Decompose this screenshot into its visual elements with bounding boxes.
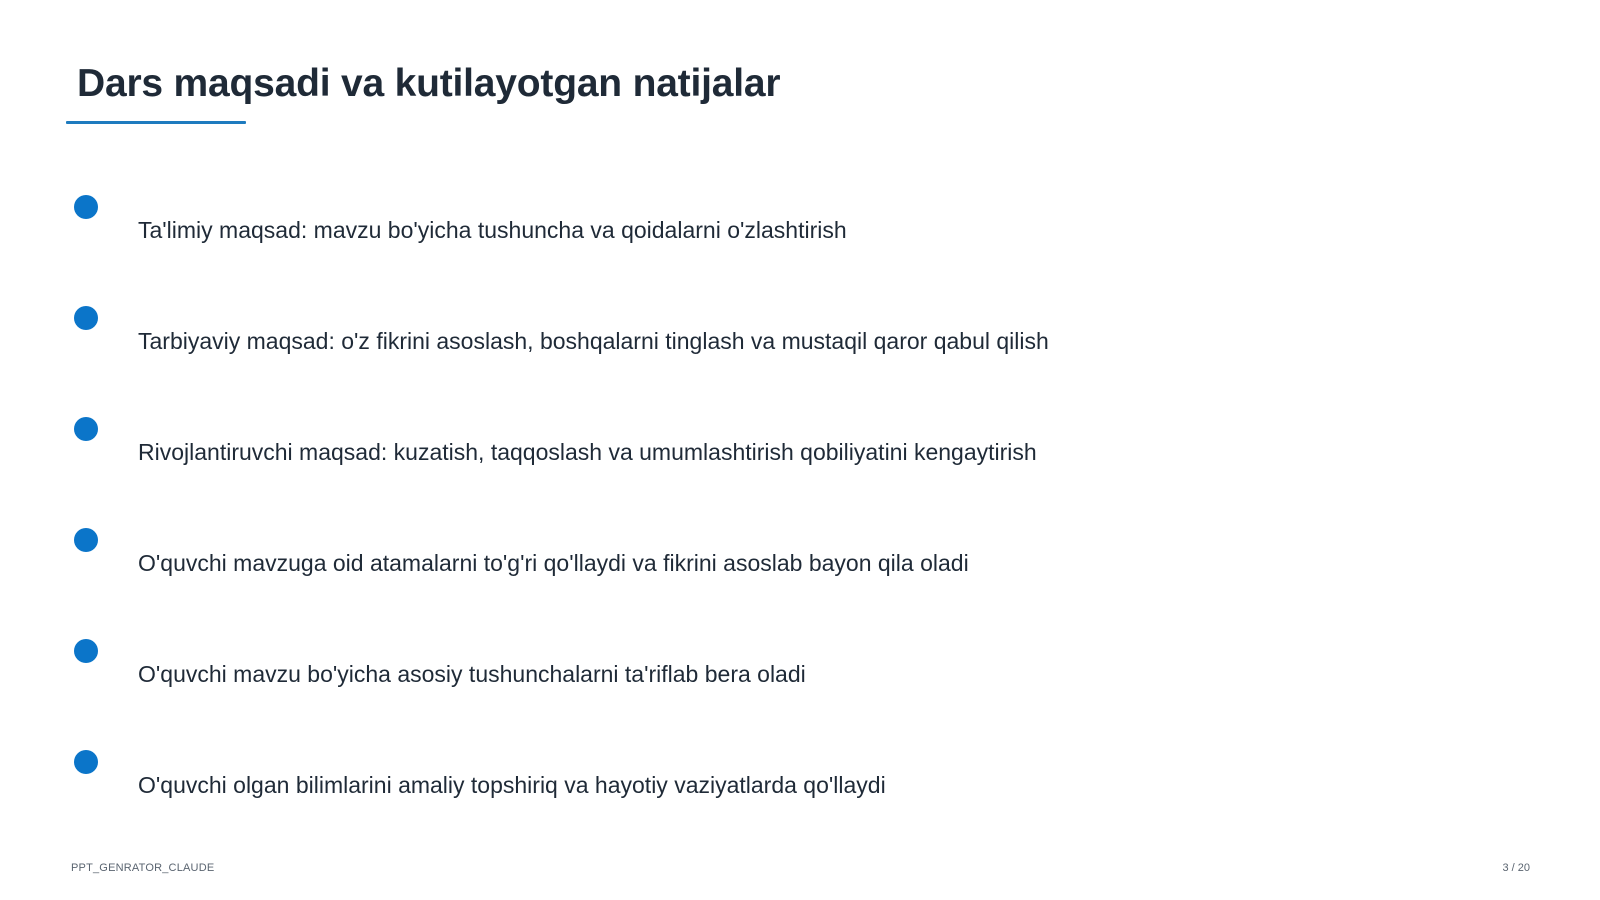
bullet-text: O'quvchi olgan bilimlarini amaliy topshiriq va hayotiy vaziyatlarda qo'llaydi	[138, 772, 886, 798]
bullet-text: Rivojlantiruvchi maqsad: kuzatish, taqqoslash va umumlashtirish qobiliyatini kengaytirish	[138, 439, 1037, 465]
footer-source: PPT_GENRATOR_CLAUDE	[71, 862, 215, 874]
bullet-dot-icon	[74, 528, 98, 552]
list-item	[0, 306, 1500, 366]
bullet-dot-icon	[74, 750, 98, 774]
title-underline	[66, 121, 246, 124]
page-number: 3 / 20	[1502, 862, 1530, 874]
bullet-dot-icon	[74, 639, 98, 663]
bullet-text: Ta'limiy maqsad: mavzu bo'yicha tushuncha va qoidalarni o'zlashtirish	[138, 217, 847, 243]
list-item	[0, 528, 1500, 588]
list-item	[0, 750, 1500, 810]
bullet-dot-icon	[74, 417, 98, 441]
bullet-text: O'quvchi mavzu bo'yicha asosiy tushunchalarni ta'riflab bera oladi	[138, 661, 806, 687]
slide-title: Dars maqsadi va kutilayotgan natijalar	[77, 62, 781, 105]
list-item	[0, 417, 1500, 477]
bullet-text: Tarbiyaviy maqsad: o'z fikrini asoslash, boshqalarni tinglash va mustaqil qaror qabul qilish	[138, 328, 1049, 354]
bullet-text: O'quvchi mavzuga oid atamalarni to'g'ri qo'llaydi va fikrini asoslab bayon qila oladi	[138, 550, 969, 576]
list-item	[0, 195, 1500, 255]
bullet-dot-icon	[74, 195, 98, 219]
bullet-dot-icon	[74, 306, 98, 330]
list-item	[0, 639, 1500, 699]
